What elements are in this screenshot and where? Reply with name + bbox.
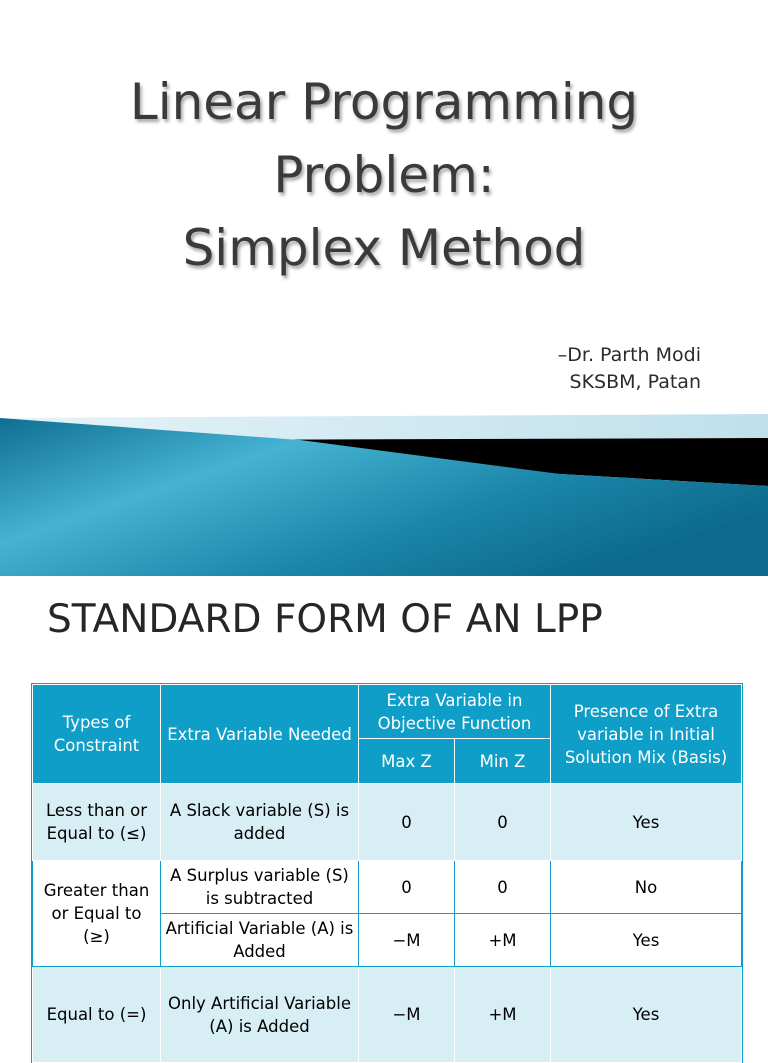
table-row	[33, 784, 742, 861]
author-block	[558, 342, 701, 396]
title-line-2: Problem:	[273, 146, 495, 204]
decorative-wave-band	[0, 410, 768, 576]
author-affiliation: SKSBM, Patan	[569, 371, 701, 393]
header-extra-in-objective: Extra Variable in Objective Function	[359, 685, 551, 739]
table-row	[33, 861, 742, 914]
cell-presence: No	[551, 861, 742, 914]
cell-min: 0	[455, 784, 551, 861]
title-line-1: Linear Programming	[129, 73, 639, 131]
slide-heading: STANDARD FORM OF AN LPP	[47, 597, 603, 642]
cell-type: Equal to (=)	[33, 967, 161, 1063]
slide-title	[0, 66, 768, 285]
cell-max: 0	[359, 784, 455, 861]
header-max-z: Max Z	[359, 739, 455, 784]
author-name: –Dr. Parth Modi	[557, 344, 701, 366]
cell-extra: Artificial Variable (A) is Added	[161, 914, 359, 967]
cell-max: −M	[359, 967, 455, 1063]
header-extra-needed: Extra Variable Needed	[161, 685, 359, 784]
title-line-3: Simplex Method	[182, 219, 586, 277]
standard-form-table	[32, 684, 742, 1063]
cell-presence: Yes	[551, 914, 742, 967]
cell-min: +M	[455, 967, 551, 1063]
header-presence: Presence of Extra variable in Initial Solution Mix (Basis)	[551, 685, 742, 784]
cell-type: Greater than or Equal to (≥)	[33, 861, 161, 967]
header-min-z: Min Z	[455, 739, 551, 784]
cell-max: −M	[359, 914, 455, 967]
cell-type: Less than or Equal to (≤)	[33, 784, 161, 861]
cell-extra: Only Artificial Variable (A) is Added	[161, 967, 359, 1063]
header-types: Types of Constraint	[33, 685, 161, 784]
content-slide	[0, 576, 768, 1036]
cell-extra: A Slack variable (S) is added	[161, 784, 359, 861]
cell-extra: A Surplus variable (S) is subtracted	[161, 861, 359, 914]
cell-min: 0	[455, 861, 551, 914]
table-row	[33, 967, 742, 1063]
cell-presence: Yes	[551, 967, 742, 1063]
cell-presence: Yes	[551, 784, 742, 861]
cell-max: 0	[359, 861, 455, 914]
cell-min: +M	[455, 914, 551, 967]
